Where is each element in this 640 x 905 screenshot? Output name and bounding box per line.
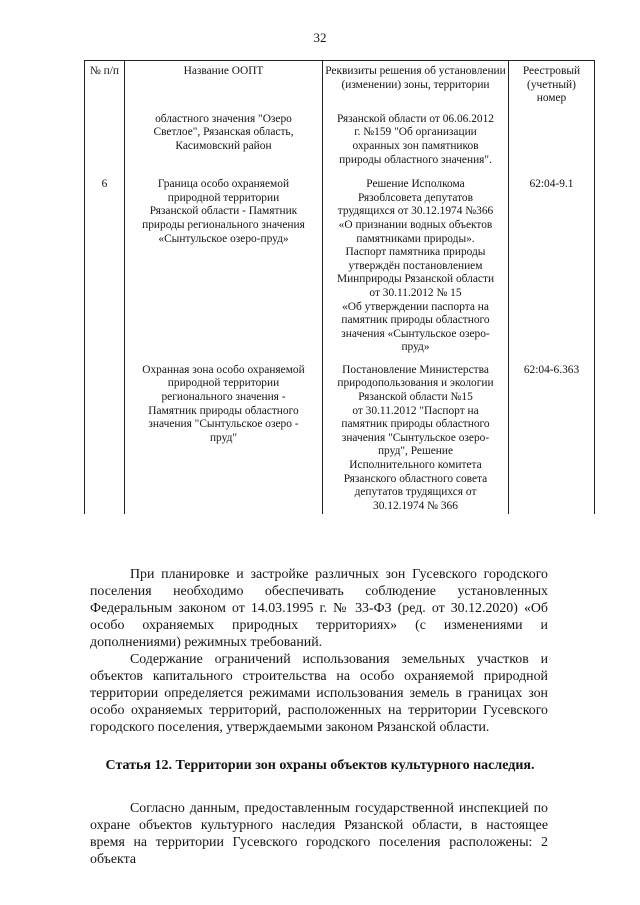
row-number: [85, 112, 125, 177]
body-text: [90, 566, 548, 736]
row-registry: 62:04-9.1: [509, 177, 595, 363]
table-row: [85, 177, 595, 363]
row-details: Решение Исполкома Рязоблсовета депутатов трудящихся от 30.12.1974 №366 «О признании водных объектов памятниками природы». Паспорт памятника природы утверждён постановлением Минприроды Рязанской области от 30.11.2012 № 15 «Об утверждении паспорта на памятник природы областного значения «Сынтульское озеро- пруд»: [323, 177, 509, 363]
table-row: [85, 363, 595, 515]
page-number: 32: [313, 30, 327, 45]
header-number: № п/п: [85, 61, 125, 112]
oopt-table: [84, 60, 595, 514]
body-text-continued: [90, 800, 548, 868]
paragraph: При планировке и застройке различных зон Гусевского городского поселения необходимо обеспечивать соблюдение установленных Федеральным законом от 14.03.1995 г. № 33-ФЗ (ред. от 30.12.2020) «Об особо охраняемых природных территориях» (с изменениями и дополнениями) режимных требований.: [90, 567, 548, 650]
row-number: 6: [85, 177, 125, 363]
row-details: Рязанской области от 06.06.2012 г. №159 "Об организации охранных зон памятников природы областного значения".: [323, 112, 509, 177]
article-heading: Статья 12. Территории зон охраны объектов культурного наследия.: [105, 758, 535, 773]
paragraph: Содержание ограничений использования земельных участков и объектов капитального строительства на особо охраняемой природной территории определяется режимами использования земель в границах зон особо охраняемых территорий, расположенных на территории Гусевского городского поселения, утверждаемыми законом Рязанской области.: [90, 652, 548, 735]
row-registry: [509, 112, 595, 177]
table-row: [85, 112, 595, 177]
header-registry: Реестровый (учетный) номер: [509, 61, 595, 112]
row-registry: 62:04-6.363: [509, 363, 595, 515]
table-header-row: [85, 61, 595, 112]
row-number: [85, 363, 125, 515]
header-details: Реквизиты решения об установлении (изменении) зоны, территории: [323, 61, 509, 112]
row-name: Граница особо охраняемой природной территории Рязанской области - Памятник природы регионального значения «Сынтульское озеро-пруд»: [125, 177, 323, 363]
row-name: Охранная зона особо охраняемой природной территории регионального значения - Памятник природы областного значения "Сынтульское озеро - пруд": [125, 363, 323, 515]
row-name: областного значения "Озеро Светлое", Рязанская область, Касимовский район: [125, 112, 323, 177]
paragraph: Согласно данным, предоставленным государственной инспекцией по охране объектов культурного наследия Рязанской области, в настоящее время на территории Гусевского городского поселения расположены: 2 объекта: [90, 801, 548, 867]
header-name: Название ООПТ: [125, 61, 323, 112]
row-details: Постановление Министерства природопользования и экологии Рязанской области №15 от 30.11.2012 "Паспорт на памятник природы областного значения "Сынтульское озеро- пруд", Решение Исполнительного комитета Рязанского областного совета депутатов трудящихся от 30.12.1974 № 366: [323, 363, 509, 515]
